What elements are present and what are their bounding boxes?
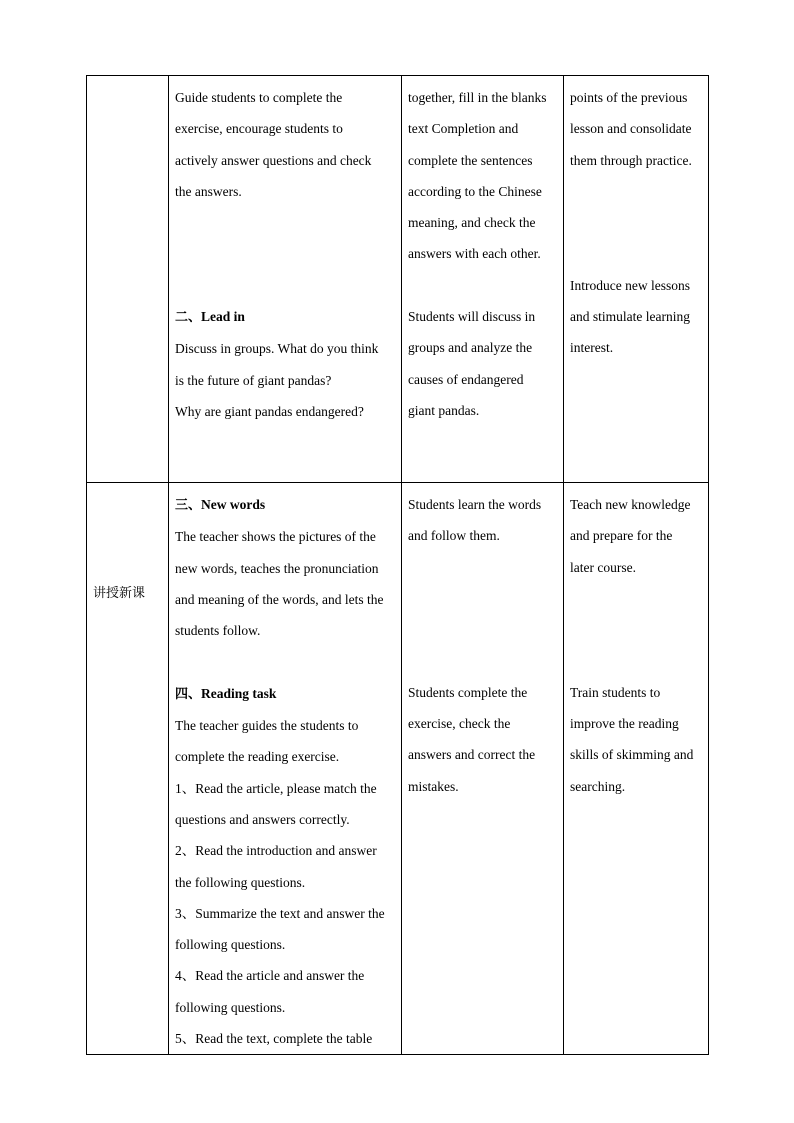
text-line: Discuss in groups. What do you think <box>175 341 379 357</box>
text-line: searching. <box>570 778 626 794</box>
text-line: text Completion and <box>408 121 519 137</box>
design-intent-cell <box>564 76 709 483</box>
text-line: Students learn the words <box>408 497 542 512</box>
stage-cell <box>87 76 169 483</box>
text-line: skills of skimming and <box>570 747 694 763</box>
text-line: them through practice. <box>570 152 692 168</box>
spacer <box>570 583 702 646</box>
text-line: questions and answers correctly. <box>175 811 350 827</box>
text-line: and meaning of the words, and lets the <box>175 591 384 607</box>
text-line: 5、Read the text, complete the table <box>175 1031 373 1047</box>
text-line: and stimulate learning <box>570 309 690 325</box>
text-line: interest. <box>570 340 614 356</box>
teacher-activity-cell <box>169 76 402 483</box>
spacer <box>570 238 702 269</box>
spacer <box>570 176 702 239</box>
text-line: complete the reading exercise. <box>175 749 340 765</box>
section-heading <box>175 678 395 710</box>
text-line: Teach new knowledge <box>570 497 691 512</box>
text-line: 1、Read the article, please match the <box>175 780 377 796</box>
spacer <box>408 552 557 615</box>
text-line: Why are giant pandas endangered? <box>175 403 364 419</box>
student-activity-cell <box>402 483 564 1055</box>
spacer <box>175 207 395 270</box>
text-line: answers with each other. <box>408 246 541 262</box>
table-row <box>87 76 709 483</box>
text-line: causes of endangered <box>408 371 524 387</box>
text-line: Guide students to complete the <box>175 90 343 105</box>
text-line: The teacher guides the students to <box>175 718 359 734</box>
design-intent-cell <box>564 483 709 1055</box>
text-line: points of the previous <box>570 90 688 105</box>
text-line: exercise, check the <box>408 716 511 732</box>
text-line: following questions. <box>175 937 286 953</box>
text-line: and follow them. <box>408 528 500 544</box>
text-line: meaning, and check the <box>408 215 536 231</box>
text-line: the following questions. <box>175 874 306 890</box>
section-heading <box>175 489 395 521</box>
text-line: actively answer questions and check <box>175 152 372 168</box>
text-line: groups and analyze the <box>408 340 533 356</box>
text-line: The teacher shows the pictures of the <box>175 529 376 545</box>
text-line: new words, teaches the pronunciation <box>175 560 379 576</box>
text-line: 3、Summarize the text and answer the <box>175 905 385 921</box>
text-line: lesson and consolidate <box>570 121 692 137</box>
spacer <box>570 645 702 676</box>
spacer <box>408 270 557 301</box>
text-line: following questions. <box>175 999 286 1015</box>
student-activity-cell <box>402 76 564 483</box>
spacer <box>175 270 395 301</box>
text-line: answers and correct the <box>408 747 536 763</box>
text-line: giant pandas. <box>408 402 480 418</box>
spacer <box>408 614 557 677</box>
text-line: the answers. <box>175 183 242 199</box>
text-line: improve the reading <box>570 716 679 732</box>
stage-cell <box>87 483 169 1055</box>
text-line: 4、Read the article and answer the <box>175 968 365 984</box>
section-title: Lead in <box>201 309 245 325</box>
section-heading <box>175 301 395 333</box>
section-title: New words <box>201 497 266 512</box>
text-line: Introduce new lessons <box>570 277 690 293</box>
lesson-plan-table <box>86 75 709 1055</box>
text-line: together, fill in the blanks <box>408 90 547 105</box>
table-row <box>87 483 709 1055</box>
text-line: Students will discuss in <box>408 309 536 325</box>
section-title: Reading task <box>201 685 277 701</box>
text-line: and prepare for the <box>570 528 673 544</box>
spacer <box>175 646 395 677</box>
section-number: 四、 <box>175 686 202 702</box>
teacher-activity-cell <box>169 483 402 1055</box>
section-number: 三、 <box>175 498 202 513</box>
text-line: students follow. <box>175 623 261 639</box>
text-line: Train students to <box>570 684 661 700</box>
text-line: is the future of giant pandas? <box>175 372 332 388</box>
section-number: 二、 <box>175 310 202 326</box>
text-line: Students complete the <box>408 684 528 700</box>
text-line: 2、Read the introduction and answer <box>175 843 377 859</box>
text-line: later course. <box>570 559 636 575</box>
text-line: mistakes. <box>408 778 459 794</box>
stage-label: 讲授新课 <box>93 586 146 601</box>
text-line: complete the sentences <box>408 152 533 168</box>
text-line: according to the Chinese <box>408 183 542 199</box>
text-line: exercise, encourage students to <box>175 121 343 137</box>
